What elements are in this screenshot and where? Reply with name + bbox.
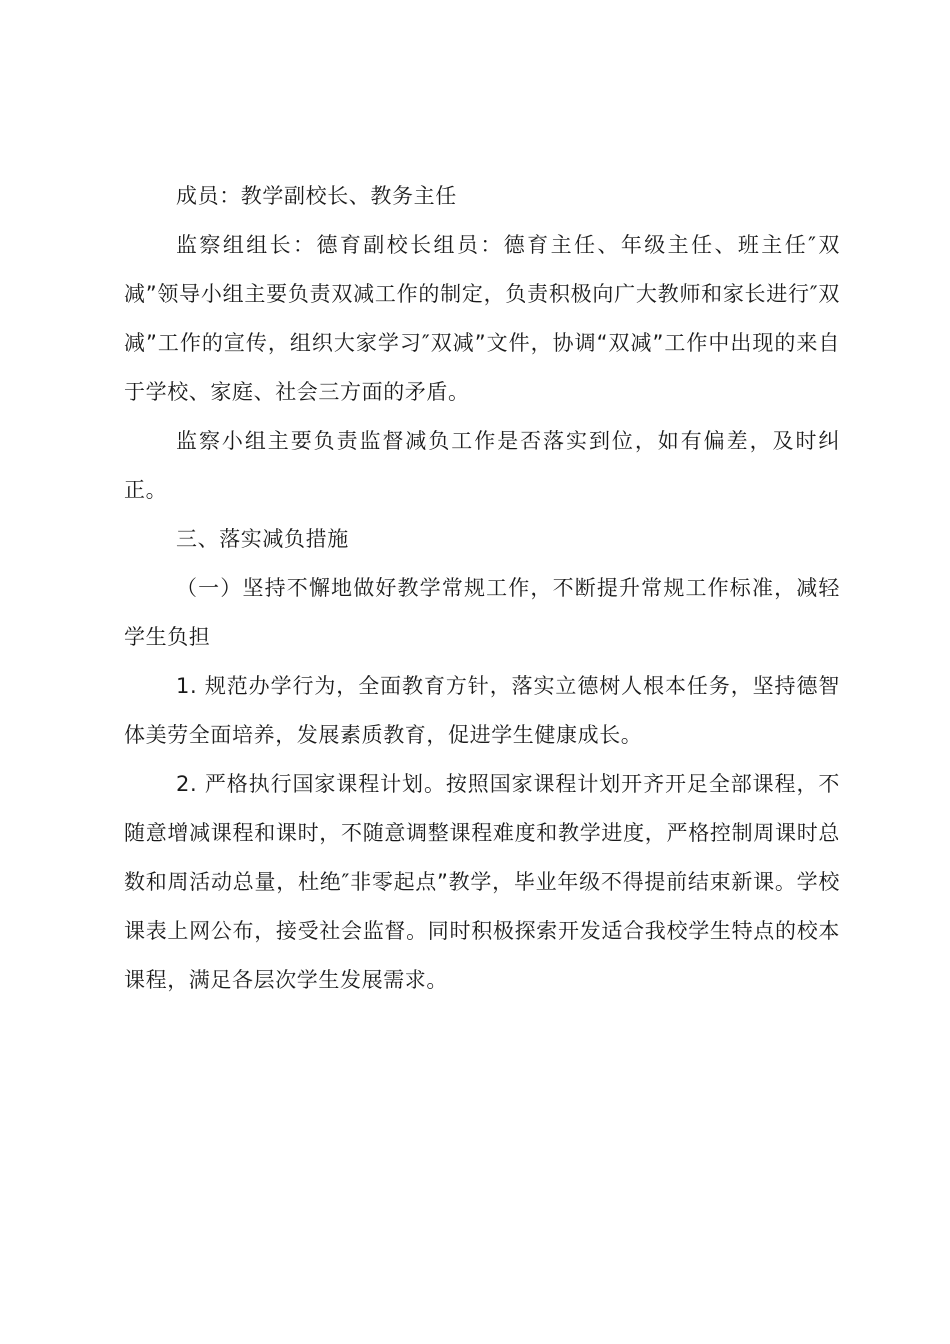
paragraph-supervision-duty: 监察小组主要负责监督减负工作是否落实到位，如有偏差，及时纠正。 [124,429,840,502]
paragraph-members: 成员：教学副校长、教务主任 [176,184,457,208]
subsection-heading-routine: （一）坚持不懈地做好教学常规工作，不断提升常规工作标准，减轻学生负担 [124,576,840,649]
paragraph-item-2: 2. 严格执行国家课程计划。按照国家课程计划开齐开足全部课程，不随意增减课程和课时，不随意调整课程难度和教学进度，严格控制周课时总数和周活动总量，杜绝″非零起点”教学，毕业年级不得提前结束新课。学校课表上网公布，接受社会监督。同时积极探索开发适合我校学生特点的校本课程，满足各层次学生发展需求。 [124,772,840,992]
paragraph-item-1: 1. 规范办学行为，全面教育方针，落实立德树人根本任务，坚持德智体美劳全面培养，发展素质教育，促进学生健康成长。 [124,674,840,747]
section-heading-measures: 三、落实减负措施 [176,527,349,551]
paragraph-supervision-group: 监察组组长：德育副校长组员：德育主任、年级主任、班主任″双减”领导小组主要负责双减工作的制定，负责积极向广大教师和家长进行″双减”工作的宣传，组织大家学习″双减”文件，协调“双减”工作中出现的来自于学校、家庭、社会三方面的矛盾。 [124,233,840,404]
document-body [124,172,840,1005]
